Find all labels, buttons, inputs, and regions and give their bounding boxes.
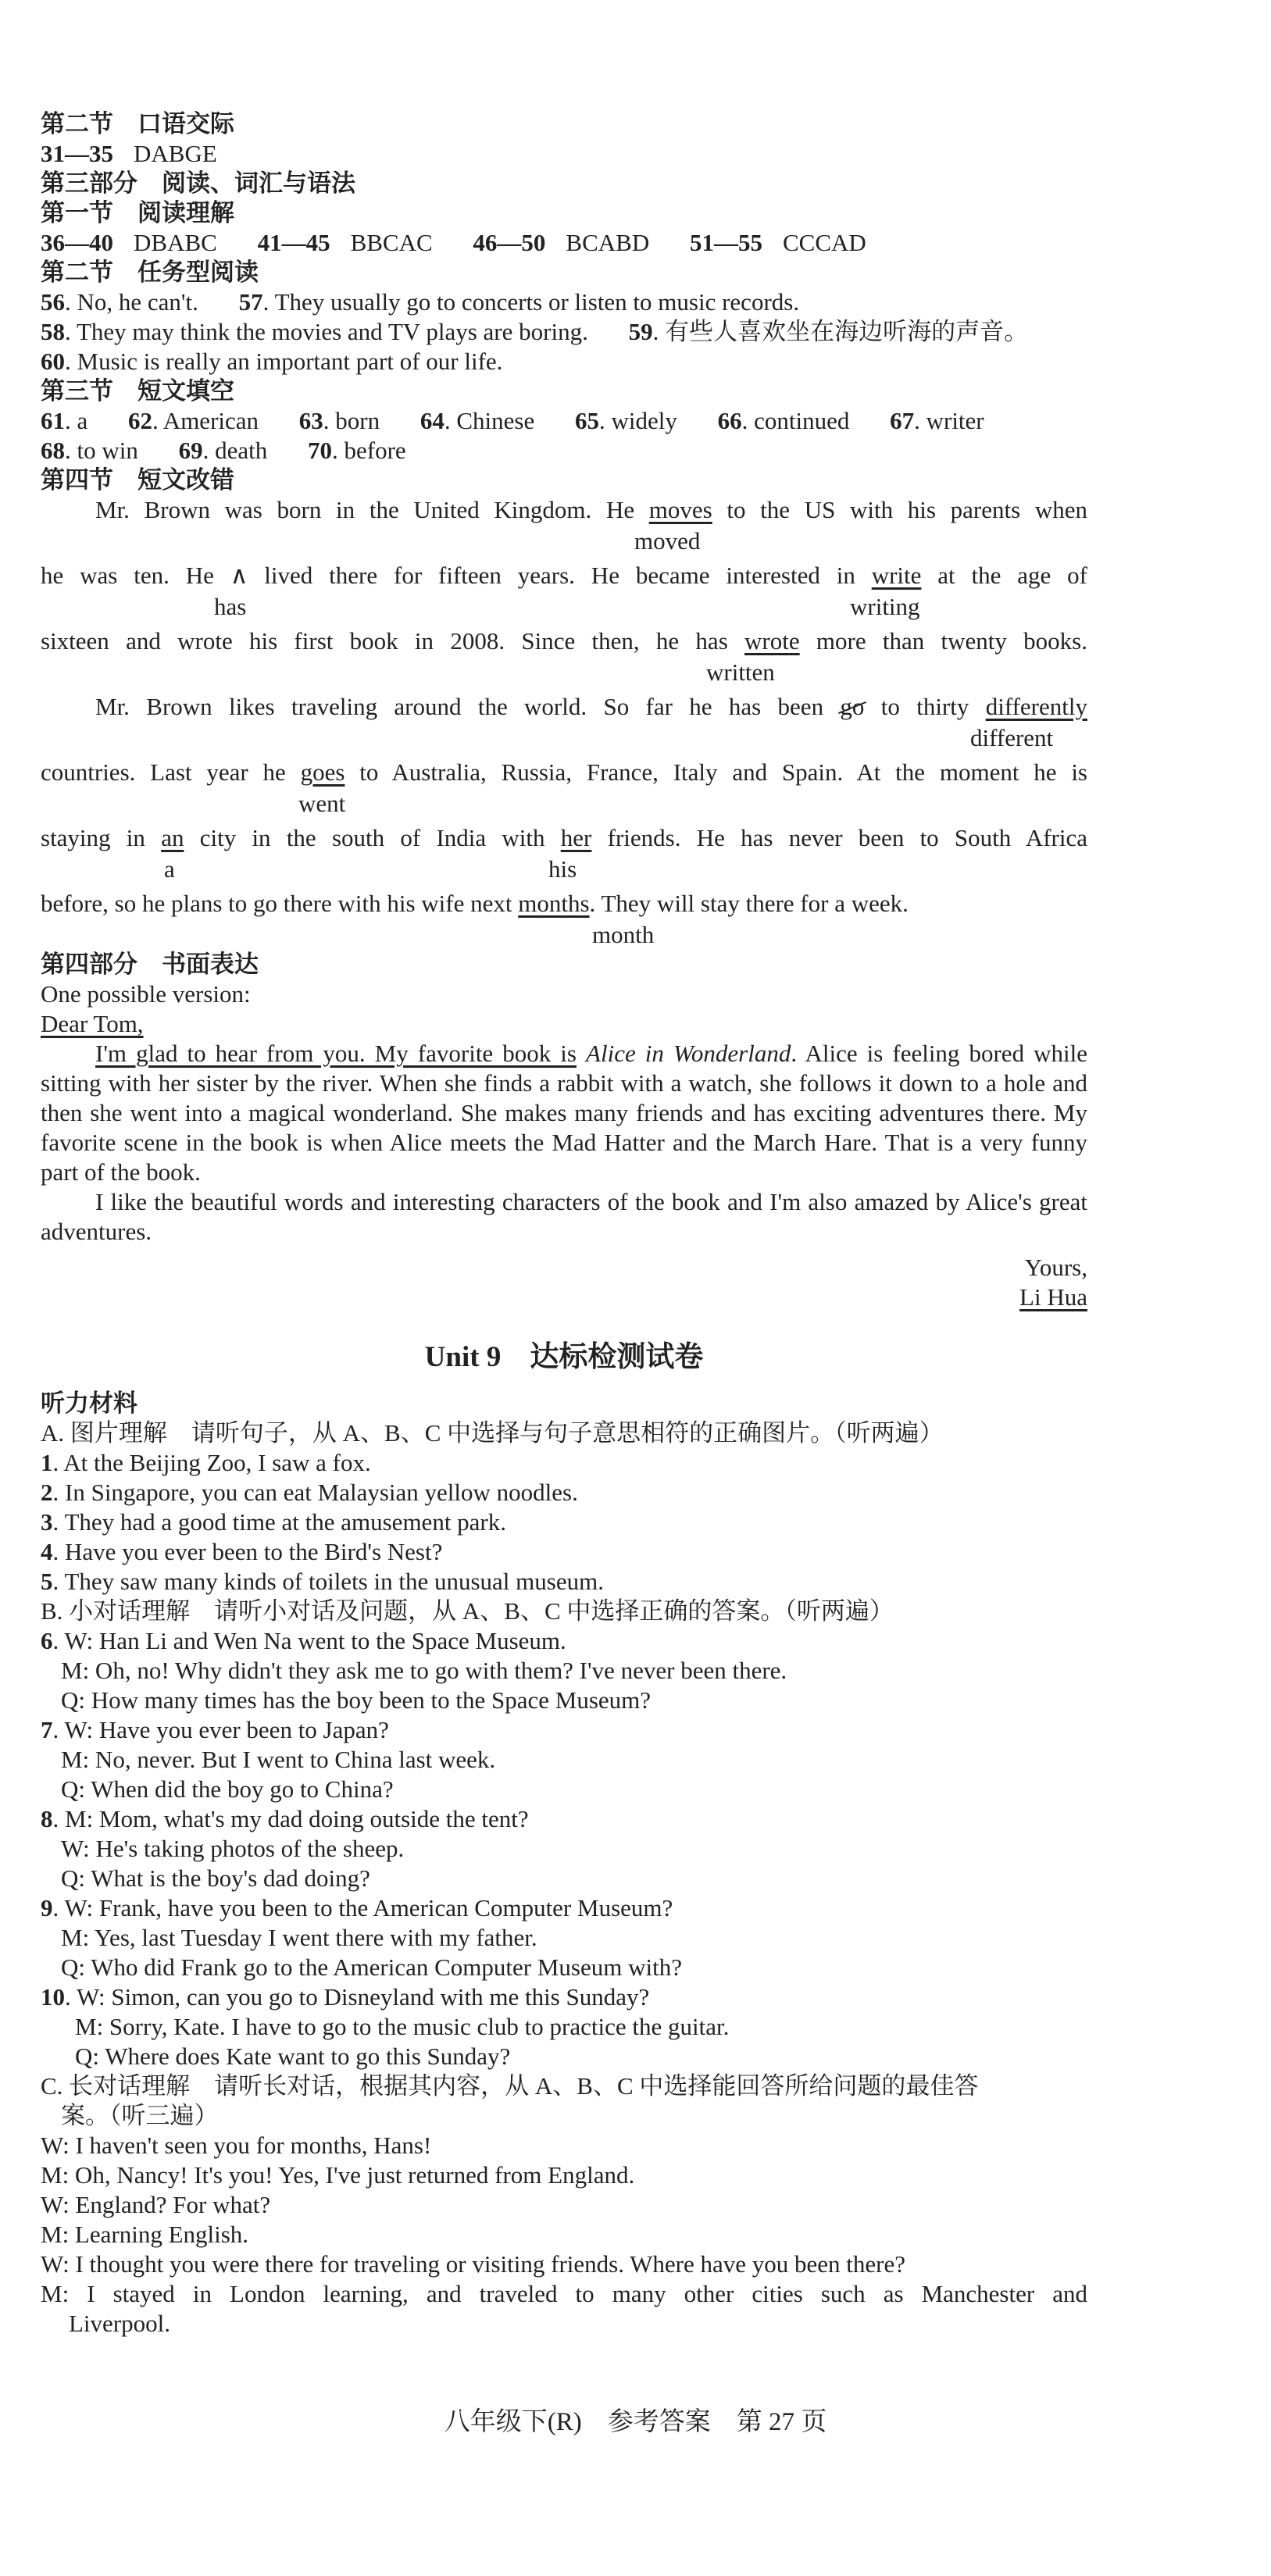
dialogue-line: W: He's taking photos of the sheep. [61, 1835, 405, 1862]
subsection-title: 案。（听三遍） [61, 2102, 219, 2129]
item-text: . death [202, 437, 268, 464]
item-number: 64 [420, 407, 444, 434]
answer-range: 36—40 [41, 229, 113, 256]
passage-text: lived there for fifteen years. He became interested in [248, 562, 872, 589]
correction-line [41, 692, 1087, 758]
correction-word: went [298, 790, 346, 817]
error-word: differently [985, 693, 1087, 720]
correction-word: has [214, 593, 247, 620]
item-text: . writer [914, 407, 984, 434]
answer-page [41, 109, 1087, 2339]
dialogue-text: W: Have you ever been to Japan? [64, 1716, 389, 1743]
list-item [41, 1448, 1087, 1478]
item-number: 67 [890, 407, 915, 434]
page-footer: 八年级下(R) 参考答案 第 27 页 [444, 2408, 827, 2436]
part-title: 第三部分 阅读、词汇与语法 [41, 169, 355, 197]
item-number: 66 [717, 407, 742, 434]
answer-row [41, 228, 1087, 258]
item-number: 69 [178, 437, 203, 464]
subsection-title: C. 长对话理解 请听长对话，根据其内容，从 A、B、C 中选择能回答所给问题的最佳答 [41, 2072, 979, 2100]
passage-text: to Australia, Russia, France, Italy and Spain. At the moment he is [345, 758, 1087, 786]
item-text: . In Singapore, you can eat Malaysian yellow noodles. [52, 1479, 578, 1506]
item-number: 60 [41, 348, 65, 375]
item-text: . Music is really an important part of our life. [65, 348, 503, 375]
item-text: . before [332, 437, 406, 464]
section-title: 听力材料 [41, 1390, 137, 1417]
item-number: 70 [308, 437, 333, 464]
dialogue-text: W: Simon, can you go to Disneyland with me this Sunday? [76, 1983, 650, 2010]
passage-text: more than twenty books. [799, 627, 1087, 655]
essay-text: . Alice is feeling bored while sitting with her sister by the river. When she finds a rabbit with a watch, she follows it down to a hole and then she went into a magical wonderland. She makes many friends and has exciting adventures there. My favorite scene in the book is when Alice meets the Mad Hatter and the March Hare. That is a very funny part of the book. [41, 1040, 1087, 1186]
passage-text: to thirty [864, 693, 986, 720]
correction-word: moved [634, 527, 701, 555]
passage-text: before, so he plans to go there with his wife next [41, 890, 519, 917]
answer-letters: DBABC [134, 229, 217, 256]
dialogue-line: W: I thought you were there for traveling or visiting friends. Where have you been there? [41, 2250, 905, 2278]
dialogue-text: W: Frank, have you been to the American Computer Museum? [64, 1894, 673, 1921]
item-number: 6 [41, 1627, 53, 1654]
answer-letters: DABGE [134, 140, 217, 167]
correction-line [41, 823, 1087, 889]
correction-word: different [970, 724, 1054, 751]
passage-text: Mr. Brown was born in the United Kingdom. He [95, 496, 649, 523]
error-word: her [560, 824, 592, 851]
answer-range: 41—45 [257, 229, 330, 256]
dialogue-line: M: Yes, last Tuesday I went there with my father. [61, 1924, 537, 1951]
section-title: 第四节 短文改错 [41, 466, 234, 494]
dialogue-line: 6. W: Han Li and Wen Na went to the Space Museum. [41, 1627, 566, 1654]
passage-text: staying in [41, 824, 162, 851]
dialogue-line: M: Learning English. [41, 2221, 249, 2248]
dialogue-line: 7. W: Have you ever been to Japan? [41, 1716, 389, 1743]
passage-text: city in the south of India with [184, 824, 561, 851]
letter-greeting: Dear Tom, [41, 1010, 144, 1037]
item-text: . a [65, 407, 88, 434]
list-item [41, 1567, 1087, 1597]
book-title: Alice in Wonderland [586, 1040, 791, 1067]
item-number: 56 [41, 288, 65, 316]
item-text: . They had a good time at the amusement park. [52, 1508, 507, 1536]
answer-range: 51—55 [689, 229, 762, 256]
version-label: One possible version: [41, 980, 251, 1008]
item-number: 5 [41, 1568, 53, 1595]
passage-text: to the US with his parents when [712, 496, 1087, 523]
item-number: 4 [41, 1538, 53, 1565]
item-number: 58 [41, 318, 65, 345]
passage-text: . They will stay there for a week. [589, 890, 909, 917]
dialogue-line: M: Oh, Nancy! It's you! Yes, I've just returned from England. [41, 2161, 635, 2189]
dialogue-line: W: I haven't seen you for months, Hans! [41, 2132, 432, 2159]
dialogue-line: Q: When did the boy go to China? [61, 1775, 394, 1803]
essay-paragraph [41, 1039, 1087, 1187]
item-text: . Have you ever been to the Bird's Nest? [52, 1538, 443, 1565]
correction-word: written [706, 658, 775, 686]
section-title: 第二节 口语交际 [41, 110, 234, 137]
passage-text: countries. Last year he [41, 758, 301, 786]
item-number: 61 [41, 407, 65, 434]
passage-text: at the age of [921, 562, 1087, 589]
passage-text: Mr. Brown likes traveling around the world. So far he has been [95, 693, 841, 720]
answer-letters: BCABD [566, 229, 650, 256]
correction-line [41, 626, 1087, 692]
dialogue-line: W: England? For what? [41, 2191, 271, 2218]
dialogue-line: Q: What is the boy's dad doing? [61, 1864, 370, 1892]
correction-line [41, 561, 1087, 626]
error-word: wrote [744, 627, 800, 655]
answer-range: 31—35 [41, 140, 113, 167]
part-title: 第四部分 书面表达 [41, 951, 259, 978]
item-number: 7 [41, 1716, 53, 1743]
list-item [41, 1507, 1087, 1537]
correction-word: month [592, 921, 655, 948]
item-text: . They may think the movies and TV plays are boring. [65, 318, 588, 345]
item-number: 57 [238, 288, 263, 316]
dialogue-line: M: No, never. But I went to China last week. [61, 1746, 496, 1773]
item-text: . They saw many kinds of toilets in the unusual museum. [52, 1568, 604, 1595]
correction-line [41, 758, 1087, 823]
dialogue-line: M: Oh, no! Why didn't they ask me to go with them? I've never been there. [61, 1657, 787, 1684]
subsection-title: B. 小对话理解 请听小对话及问题，从 A、B、C 中选择正确的答案。（听两遍） [41, 1597, 894, 1625]
dialogue-line: Q: Where does Kate want to go this Sunday? [75, 2043, 511, 2070]
item-text: . 有些人喜欢坐在海边听海的声音。 [652, 318, 1029, 345]
error-word: an [161, 824, 184, 851]
answer-row [41, 317, 1087, 347]
answer-range: 46—50 [473, 229, 546, 256]
item-number: 65 [574, 407, 599, 434]
list-item [41, 1537, 1087, 1567]
item-number: 1 [41, 1449, 53, 1476]
dialogue-text: M: Mom, what's my dad doing outside the tent? [65, 1805, 529, 1832]
answer-letters: CCCAD [782, 229, 866, 256]
item-number: 62 [128, 407, 153, 434]
insert-caret-icon: ∧ [230, 562, 248, 590]
unit-title: Unit 9 达标检测试卷 [424, 1341, 704, 1373]
item-number: 2 [41, 1479, 53, 1506]
item-text: . No, he can't. [65, 288, 198, 316]
error-word: months [518, 890, 590, 917]
item-text: . Chinese [444, 407, 535, 434]
list-item [41, 1478, 1087, 1507]
dialogue-line: M: Sorry, Kate. I have to go to the music club to practice the guitar. [75, 2013, 730, 2040]
correction-word: a [164, 855, 175, 883]
error-word: goes [300, 758, 345, 786]
item-text: . At the Beijing Zoo, I saw a fox. [52, 1449, 371, 1476]
dialogue-line: Q: Who did Frank go to the American Computer Museum with? [61, 1953, 682, 1981]
dialogue-line: Liverpool. [69, 2310, 170, 2337]
essay-paragraph: I like the beautiful words and interesting characters of the book and I'm also amazed by Alice's great adventures. [41, 1188, 1087, 1245]
passage-text: friends. He has never been to South Africa [591, 824, 1088, 851]
subsection-title: A. 图片理解 请听句子，从 A、B、C 中选择与句子意思相符的正确图片。（听两遍） [41, 1419, 944, 1447]
item-number: 8 [41, 1805, 53, 1832]
dialogue-line: 10. W: Simon, can you go to Disneyland with me this Sunday? [41, 1983, 650, 2010]
item-text: . to win [65, 437, 138, 464]
correction-word: writing [850, 593, 920, 620]
item-number: 59 [628, 318, 653, 345]
essay-first-sentence: I'm glad to hear from you. My favorite book is [95, 1040, 577, 1067]
item-text: . born [323, 407, 380, 434]
deleted-word: go [840, 693, 865, 720]
item-text: . They usually go to concerts or listen to music records. [262, 288, 800, 316]
section-title: 第一节 阅读理解 [41, 199, 234, 227]
item-number: 63 [298, 407, 323, 434]
answer-row [41, 139, 1087, 169]
error-word: moves [648, 496, 712, 523]
answer-row [41, 287, 1087, 317]
dialogue-line: M: I stayed in London learning, and traveled to many other cities such as Manchester and [41, 2280, 1087, 2307]
passage-text: he was ten. He [41, 562, 230, 589]
answer-row [41, 406, 1087, 436]
item-number: 9 [41, 1894, 53, 1921]
item-number: 10 [41, 1983, 65, 2010]
section-title: 第二节 任务型阅读 [41, 259, 259, 286]
dialogue-line: 8. M: Mom, what's my dad doing outside the tent? [41, 1805, 529, 1832]
correction-line [41, 495, 1087, 561]
item-number: 3 [41, 1508, 53, 1536]
answer-letters: BBCAC [350, 229, 433, 256]
dialogue-line: Q: How many times has the boy been to the Space Museum? [61, 1686, 652, 1714]
letter-closing: Yours, [1024, 1254, 1087, 1281]
passage-text: sixteen and wrote his first book in 2008. Since then, he has [41, 627, 745, 655]
answer-row [41, 436, 1087, 466]
item-text: . widely [598, 407, 677, 434]
dialogue-line: 9. W: Frank, have you been to the American Computer Museum? [41, 1894, 673, 1921]
correction-line [41, 889, 1087, 954]
answer-row [41, 347, 1087, 376]
letter-signature: Li Hua [1019, 1283, 1087, 1311]
dialogue-text: W: Han Li and Wen Na went to the Space Museum. [64, 1627, 566, 1654]
item-text: . continued [741, 407, 850, 434]
error-word: write [871, 562, 922, 589]
section-title: 第三节 短文填空 [41, 377, 234, 405]
item-text: . American [152, 407, 259, 434]
correction-word: his [548, 855, 577, 883]
item-number: 68 [41, 437, 65, 464]
